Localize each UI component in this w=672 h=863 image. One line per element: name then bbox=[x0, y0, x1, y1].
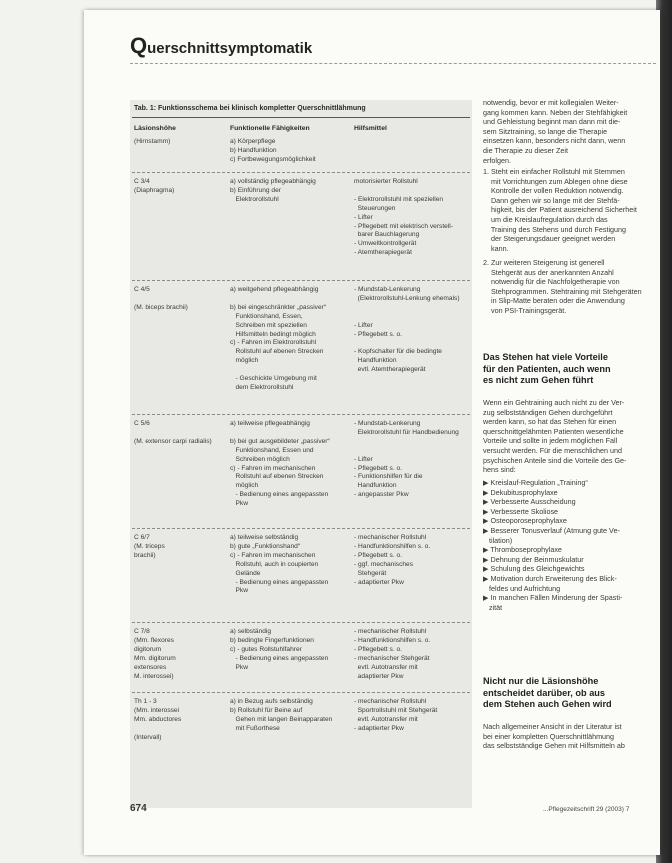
body-text: 2. Zur weiteren Steigerung ist generell Stehgerät aus der anerkannten Anzahl notwendig für die Nachfolgetherapie von Stehprogrammen. Stehtraining mit Stehgeräten in Slip-Matte beraten oder die Anwendung von PSI-Trainingsgerät. bbox=[483, 258, 642, 315]
table-cell-level: (Hirnstamm) bbox=[134, 138, 171, 145]
column-header-function: Funktionelle Fähigkeiten bbox=[230, 125, 310, 132]
body-paragraph bbox=[483, 98, 655, 165]
list-item: ▶ Verbesserte Ausscheidung bbox=[483, 497, 576, 507]
table-cell-aids: - Mundstab-Lenkerung Elektrorollstuhl für Handbedienung - Lifter - Pflegebett s. o. - Funktionshilfen für die Handfunktion - angepasster Pkw bbox=[354, 420, 459, 499]
list-item: ▶ Dekubitusprophylaxe bbox=[483, 487, 558, 497]
body-text: 1. Steht ein einfacher Rollstuhl mit Stemmen mit Vorrichtungen zum Ablegen ohne diese Kontrolle der vollen Reduktion notwendig. Dann gehen wir so lange mit der Stehfä- higkeit, bis der Patient ausreichend Sicherheit um die Kreislaufregulation durch das Training des Stehens und durch Festigung der Steigerungsdauer geeignet werden kann. bbox=[483, 167, 637, 253]
table-cell-level: Th 1 - 3 (Mm. interossei Mm. abductores (Intervall) bbox=[134, 698, 182, 741]
section-heading: Das Stehen hat viele Vorteile für den Patienten, auch wenn es nicht zum Gehen führt bbox=[483, 352, 611, 385]
page-header bbox=[130, 33, 656, 64]
table-cell-aids: motorisierter Rollstuhl - Elektrorollstuhl mit speziellen Steuerungen - Lifter - Pflegebett mit elektrisch verstell- barer Bauchlagerung - Umweltkontrollgerät - Atemtherapiegerät bbox=[354, 178, 453, 257]
table-caption: Tab. 1: Funktionsschema bei klinisch kompletter Querschnittlähmung bbox=[134, 105, 366, 112]
table-cell-function: a) in Bezug aufs selbständig b) Rollstuhl für Beine auf Gehen mit langen Beinapparaten mit Fußorthese bbox=[230, 698, 333, 732]
function-table bbox=[130, 100, 472, 808]
table-cell-aids: - Mundstab-Lenkerung (Elektrorollstuhl-Lenkung ehemals) - Lifter - Pflegebett s. o. - Kopfschalter für die bedingte Handfunktion evtl. Atemtherapiegerät bbox=[354, 286, 460, 374]
list-item: ▶ Schulung des Gleichgewichts bbox=[483, 564, 585, 574]
table-cell-aids: - mechanischer Rollstuhl - Handfunktionshilfen s. o. - Pflegebett s. o. - ggf. mechanisches Stehgerät - adaptierter Pkw bbox=[354, 534, 431, 586]
section-heading: Nicht nur die Läsionshöhe entscheidet darüber, ob aus dem Stehen auch Gehen wird bbox=[483, 676, 612, 709]
body-paragraph bbox=[483, 722, 655, 751]
page-number: 674 bbox=[130, 803, 147, 814]
table-cell-function: a) weitgehend pflegeabhängig b) bei eingeschränkter „passiver“ Funktionshand, Essen, Schreiben mit speziellen Hilfsmitteln bedingt möglich c) - Fahren im Elektrorollstuhl Rollstuhl auf ebenen Strecken möglich - Geschickte Umgebung mit dem Elektrorollstuhl bbox=[230, 286, 327, 391]
page-title: uerschnittsymptomatik bbox=[147, 40, 313, 57]
table-row-divider bbox=[132, 528, 470, 529]
title-initial: Q bbox=[130, 33, 148, 58]
list-item: ▶ Thromboseprophylaxe bbox=[483, 545, 562, 555]
table-cell-function: a) vollständig pflegeabhängig b) Einführung der Elektrorollstuhl bbox=[230, 178, 316, 203]
table-caption-rule bbox=[132, 117, 470, 118]
table-cell-level: C 7/8 (Mm. flexores digitorum Mm. digitorum extensores M. interossei) bbox=[134, 628, 176, 680]
table-cell-function: a) Körperpflege b) Handfunktion c) Fortbewegungsmöglichkeit bbox=[230, 138, 316, 163]
column-header-aids: Hilfsmittel bbox=[354, 125, 387, 132]
body-text: Nach allgemeiner Ansicht in der Literatur ist bei einer kompletten Querschnittlähmung das selbstständige Gehen mit Hilfsmitteln ab bbox=[483, 722, 625, 751]
numbered-list-item bbox=[483, 258, 655, 316]
table-cell-function: a) selbständig b) bedingte Fingerfunktionen c) - gutes Rollstuhlfahrer - Bedienung eines angepassten Pkw bbox=[230, 628, 329, 671]
table-cell-aids: - mechanischer Rollstuhl - Handfunktionshilfen s. o. - Pflegebett s. o. - mechanischer Stehgerät evtl. Autotransfer mit adaptierter Pkw bbox=[354, 628, 431, 680]
column-header-level: Läsionshöhe bbox=[134, 125, 176, 132]
list-item: ▶ Kreislauf-Regulation „Training“ bbox=[483, 478, 588, 487]
table-cell-function: a) teilweise pflegeabhängig b) bei gut ausgebildeter „passiver“ Funktionshand, Essen und Schreiben möglich c) - Fahren im mechanischen Rollstuhl auf ebenen Strecken möglich - Bedienung eines angepassten Pkw bbox=[230, 420, 330, 508]
table-row-divider bbox=[132, 692, 470, 693]
table-row-divider bbox=[132, 172, 470, 173]
table-cell-level: C 4/5 (M. biceps brachii) bbox=[134, 286, 188, 311]
bullet-list bbox=[483, 478, 655, 612]
journal-reference: ...Pflegezeitschrift 29 (2003) 7 bbox=[543, 806, 630, 813]
list-item: ▶ Dehnung der Beinmuskulatur bbox=[483, 554, 584, 564]
table-cell-function: a) teilweise selbständig b) gute „Funktionshand“ c) - Fahren im mechanischen Rollstuhl, auch in coupierten Gelände - Bedienung eines angepassten Pkw bbox=[230, 534, 329, 595]
numbered-list-item bbox=[483, 167, 655, 253]
list-item: ▶ Motivation durch Erweiterung des Blick- feldes und Aufrichtung bbox=[483, 573, 617, 593]
table-cell-level: C 3/4 (Diaphragma) bbox=[134, 178, 175, 194]
list-item: ▶ Osteoporoseprophylaxe bbox=[483, 516, 567, 526]
list-item: ▶ In manchen Fällen Minderung der Spasti- zität bbox=[483, 593, 623, 612]
table-cell-level: C 6/7 (M. triceps brachii) bbox=[134, 534, 165, 559]
body-paragraph bbox=[483, 398, 655, 475]
table-row-divider bbox=[132, 280, 470, 281]
body-text: notwendig, bevor er mit kollegialen Weiter- gang kommen kann. Neben der Stehfähigkeit und Gehleistung beginnt man dann mit die- sem Sitztraining, so lange die Therapie einsetzen kann, besonders nicht dann, wenn die Therapie zu dieser Zeit erfolgen. bbox=[483, 98, 628, 165]
list-item: ▶ Verbesserte Skoliose bbox=[483, 506, 559, 516]
list-item: ▶ Besserer Tonusverlauf (Atmung gute Ve- tilation) bbox=[483, 525, 620, 545]
table-row-divider bbox=[132, 622, 470, 623]
body-text: Wenn ein Gehtraining auch nicht zu der Ver- zug selbstständigen Gehen durchgeführt werden kann, so hat das Stehen für einen querschnittgelähmten Patienten wesentliche Vorteile und sollte in jedem möglichen Fall versucht werden. Für die menschlichen und psychischen Anteile sind die Vorteile des Ge- hens sind: bbox=[483, 398, 627, 475]
table-row-divider bbox=[132, 414, 470, 415]
table-cell-aids: - mechanischer Rollstuhl Sportrollstuhl mit Stehgerät evtl. Autotransfer mit - adaptierter Pkw bbox=[354, 698, 438, 732]
table-cell-level: C 5/6 (M. extensor carpi radialis) bbox=[134, 420, 212, 445]
